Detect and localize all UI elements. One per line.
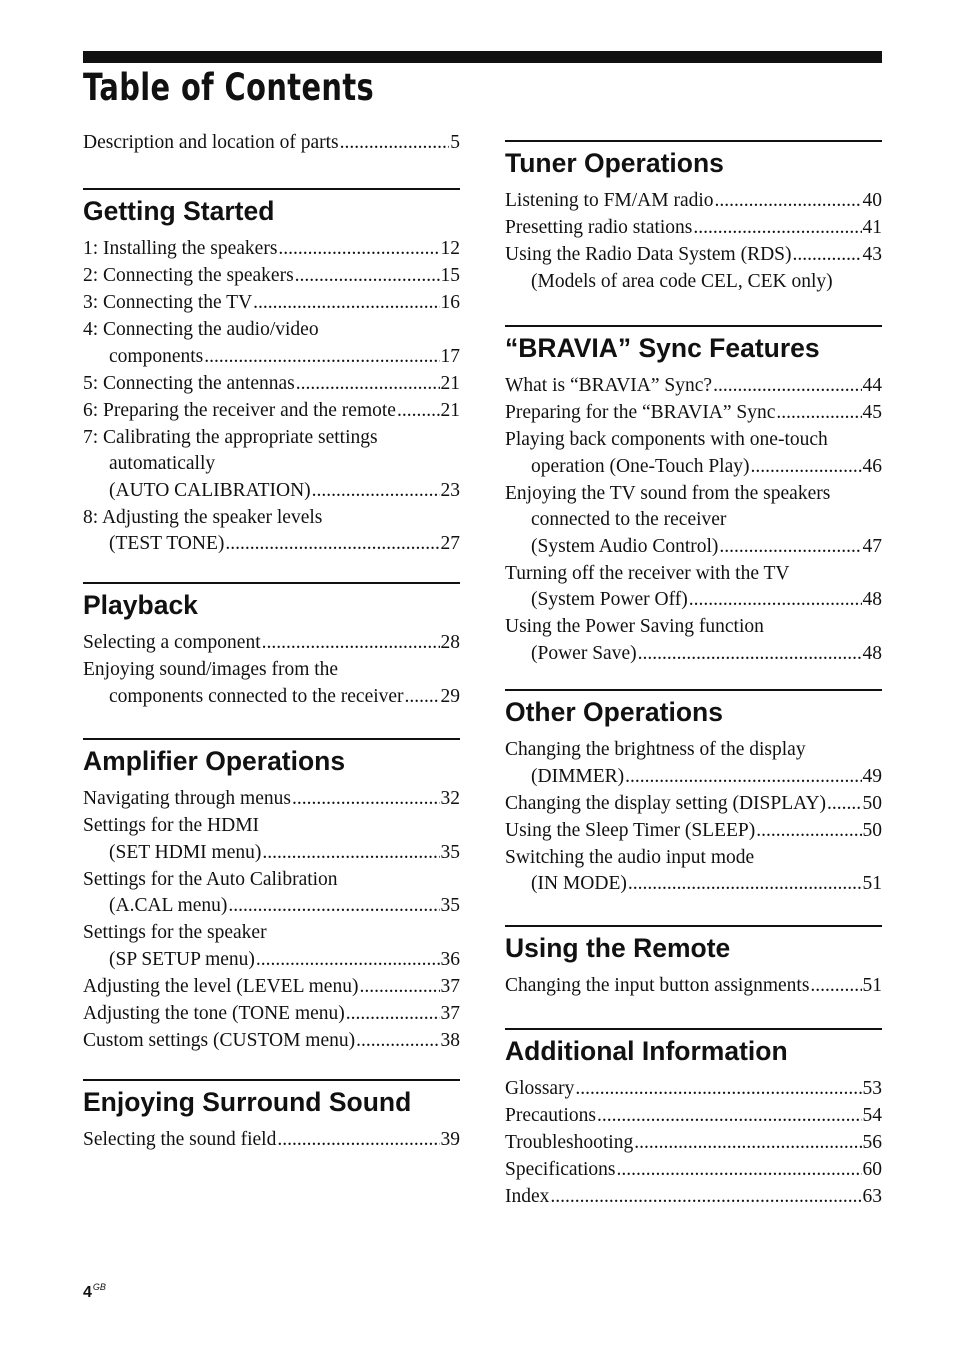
- leader-dots: [715, 188, 862, 215]
- toc-entry[interactable]: [83, 867, 460, 920]
- leader-dots: [295, 263, 440, 290]
- toc-page-number: 40: [862, 190, 882, 211]
- toc-entry-text: Enjoying the TV sound from the speakers: [505, 482, 831, 504]
- toc-entry-text: Settings for the Auto Calibration: [83, 868, 338, 890]
- toc-entry[interactable]: [505, 561, 882, 614]
- toc-entry-text: 7: Calibrating the appropriate settings: [83, 426, 378, 448]
- toc-entry-text: Description and location of parts: [83, 132, 339, 153]
- toc-page-number: 21: [440, 399, 460, 421]
- toc-entry[interactable]: [505, 373, 882, 400]
- toc-page-number: 53: [862, 1078, 882, 1099]
- toc-entry[interactable]: [83, 371, 460, 398]
- toc-page-number: 17: [440, 345, 460, 367]
- toc-entry-list: [505, 188, 882, 296]
- toc-entry-list: [83, 630, 460, 710]
- toc-entry[interactable]: [505, 1184, 882, 1211]
- section-heading: Tuner Operations: [505, 148, 724, 178]
- toc-entry-list: [505, 373, 882, 667]
- leader-dots: [750, 454, 861, 481]
- toc-entry-text: components connected to the receiver: [109, 685, 404, 707]
- toc-entry-text: (A.CAL menu): [109, 895, 228, 916]
- leader-dots: [625, 764, 861, 791]
- toc-entry-text: (AUTO CALIBRATION): [109, 479, 311, 501]
- toc-entry[interactable]: [505, 242, 882, 269]
- toc-entry[interactable]: [505, 400, 882, 427]
- toc-entry-list: [505, 973, 882, 1000]
- toc-entry-text: (DIMMER): [531, 765, 625, 787]
- toc-page-number: 44: [862, 375, 882, 396]
- toc-entry[interactable]: [505, 818, 882, 845]
- toc-entry-intro[interactable]: [83, 130, 460, 157]
- page-title: Table of Contents: [83, 66, 375, 109]
- leader-dots: [597, 1103, 862, 1130]
- toc-entry-text: 6: Preparing the receiver and the remote: [83, 399, 396, 421]
- toc-entry-text: Changing the input button assignments: [505, 975, 810, 996]
- toc-page-number: 21: [440, 372, 460, 394]
- toc-entry[interactable]: [83, 263, 460, 290]
- section-tuner-operations: [505, 140, 882, 296]
- section-enjoying-surround-sound: [83, 1079, 460, 1154]
- toc-entry-text: 8: Adjusting the speaker levels: [83, 506, 323, 528]
- toc-entry-list: [505, 1076, 882, 1211]
- leader-dots: [346, 1001, 440, 1028]
- leader-dots: [693, 215, 861, 242]
- toc-page-number: 38: [440, 1029, 460, 1051]
- section-heading: Additional Information: [505, 1036, 788, 1066]
- toc-entry-text: Navigating through menus: [83, 788, 291, 809]
- leader-dots: [277, 1127, 439, 1154]
- leader-dots: [312, 478, 440, 505]
- leader-dots: [405, 684, 440, 711]
- toc-entry-text: automatically: [109, 453, 216, 474]
- toc-entry[interactable]: [83, 317, 460, 370]
- toc-entry-text: Preparing for the “BRAVIA” Sync: [505, 402, 776, 423]
- toc-entry-list: [83, 236, 460, 558]
- toc-entry-text: (IN MODE): [531, 873, 627, 894]
- section-using-the-remote: [505, 925, 882, 1000]
- toc-entry-text: operation (One-Touch Play): [531, 455, 750, 477]
- toc-page-number: 50: [862, 819, 882, 841]
- toc-entry[interactable]: [505, 791, 882, 818]
- toc-entry-text: Presetting radio stations: [505, 217, 693, 238]
- toc-entry-text: (TEST TONE): [109, 533, 225, 554]
- toc-entry[interactable]: [83, 505, 460, 558]
- toc-page-number: 37: [440, 975, 460, 997]
- toc-entry-text: Using the Radio Data System (RDS): [505, 244, 792, 265]
- section-playback: [83, 582, 460, 710]
- toc-page-number: 35: [440, 895, 460, 916]
- toc-page-number: 51: [862, 975, 882, 996]
- toc-page-number: 56: [862, 1132, 882, 1153]
- toc-entry-text: connected to the receiver: [531, 509, 727, 530]
- toc-entry-text: 3: Connecting the TV: [83, 292, 253, 313]
- toc-entry-text: Changing the brightness of the display: [505, 739, 806, 760]
- toc-entry-text: Index: [505, 1186, 550, 1207]
- toc-page-number: 63: [862, 1186, 882, 1207]
- leader-dots: [638, 641, 862, 668]
- section-bravia-sync-features: [505, 325, 882, 667]
- toc-page-number: 54: [862, 1105, 882, 1126]
- leader-dots: [359, 974, 439, 1001]
- toc-entry-text: Glossary: [505, 1078, 575, 1099]
- toc-entry-text: Adjusting the level (LEVEL menu): [83, 975, 359, 997]
- toc-page-number: 60: [862, 1159, 882, 1180]
- toc-page-number: 50: [862, 792, 882, 814]
- toc-entry[interactable]: [83, 290, 460, 317]
- toc-entry[interactable]: [83, 786, 460, 813]
- section-heading: Playback: [83, 590, 198, 620]
- section-heading: Using the Remote: [505, 933, 731, 963]
- toc-entry[interactable]: [505, 215, 882, 242]
- leader-dots: [689, 587, 862, 614]
- section-heading: Other Operations: [505, 697, 723, 727]
- toc-entry[interactable]: [83, 920, 460, 973]
- toc-entry-text: Switching the audio input mode: [505, 846, 755, 868]
- toc-entry-text: Custom settings (CUSTOM menu): [83, 1029, 356, 1051]
- leader-dots: [827, 791, 861, 818]
- toc-page-number: 36: [440, 948, 460, 970]
- leader-dots: [756, 818, 861, 845]
- leader-dots: [397, 398, 440, 425]
- toc-entry[interactable]: [83, 657, 460, 710]
- leader-dots: [256, 947, 440, 974]
- toc-entry-text: Turning off the receiver with the TV: [505, 562, 790, 584]
- toc-page-number: 16: [440, 292, 460, 313]
- toc-page-number: 48: [862, 589, 882, 610]
- toc-entry-text: 4: Connecting the audio/video: [83, 319, 319, 340]
- toc-entry-text: Selecting a component: [83, 632, 261, 653]
- toc-entry-text: Playing back components with one-touch: [505, 429, 828, 450]
- toc-page-number: 45: [862, 402, 882, 423]
- toc-page-number: 15: [440, 265, 460, 286]
- toc-page-number: 12: [440, 238, 460, 259]
- toc-page-number: 5: [450, 132, 460, 153]
- toc-entry[interactable]: [505, 1103, 882, 1130]
- toc-page-number: 47: [862, 535, 882, 557]
- leader-dots: [262, 630, 440, 657]
- leader-dots: [810, 973, 861, 1000]
- leader-dots: [356, 1028, 439, 1055]
- leader-dots: [628, 871, 862, 898]
- toc-entry[interactable]: [83, 236, 460, 263]
- toc-page-number: 49: [862, 765, 882, 787]
- toc-entry-text: (System Audio Control): [531, 535, 719, 557]
- toc-entry-text: 2: Connecting the speakers: [83, 265, 294, 286]
- leader-dots: [228, 893, 439, 920]
- toc-page-number: 23: [440, 479, 460, 501]
- toc-entry[interactable]: [505, 973, 882, 1000]
- toc-entry[interactable]: [505, 1076, 882, 1103]
- toc-entry[interactable]: [83, 813, 460, 866]
- toc-page-number: 28: [440, 632, 460, 653]
- toc-entry-text: Settings for the HDMI: [83, 815, 260, 836]
- leader-dots: [292, 786, 440, 813]
- toc-entry-text: Selecting the sound field: [83, 1129, 277, 1150]
- toc-entry-text: Using the Power Saving function: [505, 616, 764, 637]
- toc-entry[interactable]: [83, 630, 460, 657]
- toc-entry-text: What is “BRAVIA” Sync?: [505, 375, 713, 396]
- toc-entry-text: Troubleshooting: [505, 1132, 634, 1153]
- toc-entry[interactable]: [505, 481, 882, 561]
- toc-entry-text: 5: Connecting the antennas: [83, 372, 295, 394]
- toc-page-number: 37: [440, 1002, 460, 1024]
- leader-dots: [713, 373, 861, 400]
- section-amplifier-operations: [83, 738, 460, 1054]
- toc-entry-list: [505, 737, 882, 898]
- leader-dots: [776, 400, 861, 427]
- toc-entry[interactable]: [83, 398, 460, 425]
- section-additional-information: [505, 1028, 882, 1211]
- leader-dots: [225, 531, 439, 558]
- toc-page-number: 39: [440, 1129, 460, 1150]
- leader-dots: [278, 236, 439, 263]
- toc-page-number: 41: [862, 217, 882, 238]
- toc-page-number: 51: [862, 873, 882, 894]
- section-heading: Getting Started: [83, 196, 275, 226]
- section-getting-started: [83, 188, 460, 558]
- toc-page-number: 43: [862, 244, 882, 265]
- toc-entry[interactable]: [505, 1157, 882, 1184]
- toc-page-number: 48: [862, 642, 882, 664]
- toc-entry[interactable]: [505, 188, 882, 215]
- toc-entry-note: (Models of area code CEL, CEK only): [531, 271, 833, 292]
- toc-entry-list: [83, 786, 460, 1054]
- toc-entry[interactable]: [505, 427, 882, 480]
- toc-entry[interactable]: [505, 845, 882, 898]
- toc-entry[interactable]: [83, 1028, 460, 1055]
- toc-entry[interactable]: [505, 614, 882, 667]
- leader-dots: [262, 840, 439, 867]
- toc-entry-text: Listening to FM/AM radio: [505, 190, 714, 211]
- section-heading: Enjoying Surround Sound: [83, 1087, 412, 1117]
- toc-page-number: 35: [440, 841, 460, 863]
- section-heading: “BRAVIA” Sync Features: [505, 333, 820, 363]
- toc-entry[interactable]: [83, 1127, 460, 1154]
- page-number: $4^{GB}$: [83, 1282, 106, 1301]
- toc-entry[interactable]: [505, 1130, 882, 1157]
- leader-dots: [793, 242, 862, 269]
- toc-entry-text: Enjoying sound/images from the: [83, 659, 339, 680]
- toc-entry-text: (System Power Off): [531, 589, 688, 610]
- leader-dots: [634, 1130, 861, 1157]
- leader-dots: [550, 1184, 861, 1211]
- leader-dots: [719, 534, 861, 561]
- toc-entry-text: (SET HDMI menu): [109, 841, 262, 863]
- toc-entry[interactable]: [83, 974, 460, 1001]
- toc-entry[interactable]: [505, 737, 882, 790]
- toc-entry[interactable]: [83, 1001, 460, 1028]
- toc-entry-text: Specifications: [505, 1159, 616, 1180]
- title-rule: [83, 51, 882, 63]
- toc-entry-text: (SP SETUP menu): [109, 948, 255, 970]
- toc-entry-text: Changing the display setting (DISPLAY): [505, 792, 827, 814]
- leader-dots: [204, 344, 439, 371]
- toc-entry-text: components: [109, 345, 204, 367]
- toc-entry[interactable]: [83, 425, 460, 505]
- section-other-operations: [505, 689, 882, 898]
- toc-entry-text: (Power Save): [531, 642, 637, 664]
- toc-page-number: 27: [440, 533, 460, 554]
- leader-dots: [340, 130, 450, 157]
- toc-entry-text: Adjusting the tone (TONE menu): [83, 1002, 345, 1024]
- toc-page-number: 32: [440, 788, 460, 809]
- toc-entry-text: Precautions: [505, 1105, 596, 1126]
- toc-entry[interactable]: [505, 269, 882, 296]
- toc-entry-text: Using the Sleep Timer (SLEEP): [505, 819, 756, 841]
- toc-entry-list: [83, 1127, 460, 1154]
- toc-entry-text: 1: Installing the speakers: [83, 238, 278, 259]
- leader-dots: [616, 1157, 861, 1184]
- toc-entry-text: Settings for the speaker: [83, 922, 267, 943]
- section-heading: Amplifier Operations: [83, 746, 346, 776]
- leader-dots: [296, 371, 440, 398]
- toc-page-number: 46: [862, 455, 882, 477]
- leader-dots: [575, 1076, 861, 1103]
- leader-dots: [253, 290, 439, 317]
- toc-page-number: 29: [440, 685, 460, 707]
